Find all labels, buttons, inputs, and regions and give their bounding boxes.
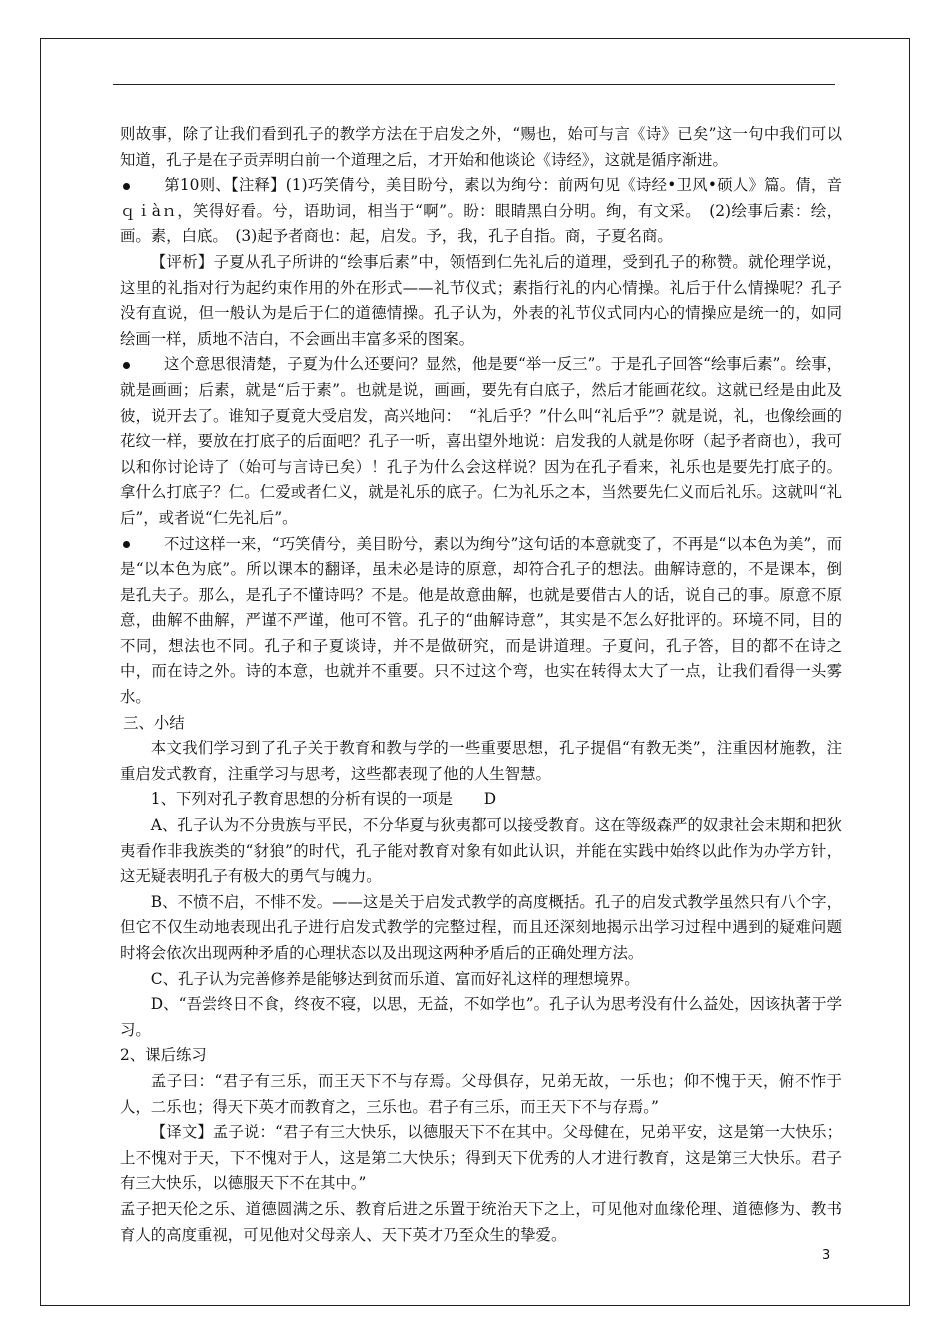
paragraph-text: 【译文】孟子说：“君子有三大快乐，以德服天下不在其中。父母健在，兄弟平安，这是第一大快乐；上不愧对于天，下不愧对于人，这是第二大快乐；得到天下优秀的人才进行教育，这是第三大快乐。君子有三大快乐，以德服天下不在其中。” <box>120 1123 842 1193</box>
paragraph <box>120 967 842 993</box>
paragraph <box>120 787 842 813</box>
paragraph <box>120 1197 842 1248</box>
paragraph-text: A、孔子认为不分贵族与平民，不分华夏与狄夷都可以接受教育。这在等级森严的奴隶社会末期和把狄夷看作非我族类的“豺狼”的时代，孔子能对教育对象有如此认识，并能在实践中始终以此作为办学方针，这无疑表明孔子有极大的勇气与魄力。 <box>120 816 842 886</box>
header-rule <box>113 84 835 85</box>
paragraph <box>120 352 842 531</box>
paragraph <box>120 813 842 890</box>
paragraph-text: 三、小结 <box>123 713 185 732</box>
paragraph-text: 第10则、【注释】(1)巧笑倩兮，美目盼兮，素以为绚兮：前两句见《诗经•卫风•硕人》篇。倩，音 ｑｉàｎ，笑得好看。兮，语助词，相当于“啊”。盼：眼睛黑白分明。绚，有文采。 (2)绘事后素：绘，画。素，白底。 (3)起予者商也：起，启发。予，我，孔子自指。商，子夏名商。 <box>120 176 858 246</box>
paragraph-text: 【评析】子夏从孔子所讲的“绘事后素”中，领悟到仁先礼后的道理，受到孔子的称赞。就伦理学说，这里的礼指对行为起约束作用的外在形式——礼节仪式；素指行礼的内心情操。礼后于什么情操呢？孔子没有直说，但一般认为是后于仁的道德情操。孔子认为，外表的礼节仪式同内心的情操应是统一的，如同绘画一样，质地不洁白，不会画出丰富多采的图案。 <box>120 252 842 348</box>
bullet-icon <box>120 173 164 199</box>
paragraph <box>120 1120 842 1197</box>
bullet-icon <box>120 352 164 378</box>
paragraph-text: 孟子把天伦之乐、道德圆满之乐、教育后进之乐置于统治天下之上，可见他对血缘伦理、道德修为、教书育人的高度重视，可见他对父母亲人、天下英才乃至众生的挚爱。 <box>120 1199 842 1244</box>
paragraph-text: 这个意思很清楚，子夏为什么还要问？显然，他是要“举一反三”。于是孔子回答“绘事后素”。绘事，就是画画；后素，就是“后于素”。也就是说，画画，要先有白底子，然后才能画花纹。这就已经是由此及彼，说开去了。谁知子夏竟大受启发，高兴地问： “礼后乎？”什么叫“礼后乎”？就是说，礼，也像绘画的花纹一样，要放在打底子的后面吧？孔子一听，喜出望外地说：启发我的人就是你呀（起予者商也），我可以和你讨论诗了（始可与言诗已矣）！孔子为什么会这样说？因为在孔子看来，礼乐也是要先打底子的。拿什么打底子？仁。仁爱或者仁义，就是礼乐的底子。仁为礼乐之本，当然要先仁义而后礼乐。这就叫“礼后”，或者说“仁先礼后”。 <box>120 355 842 527</box>
paragraph-text: 1、下列对孔子教育思想的分析有误的一项是 D <box>150 790 497 809</box>
paragraph-text: 本文我们学习到了孔子关于教育和教与学的一些重要思想，孔子提倡“有教无类”，注重因材施教，注重启发式教育，注重学习与思考，这些都表现了他的人生智慧。 <box>120 739 842 783</box>
paragraph <box>120 736 842 787</box>
bullet-icon <box>120 532 164 558</box>
paragraph <box>120 1043 842 1069</box>
paragraph-text: B、不愤不启，不悱不发。——这是关于启发式教学的高度概括。孔子的启发式教学虽然只有八个字，但它不仅生动地表现出孔子进行启发式教学的完整过程，而且还深刻地揭示出学习过程中遇到的疑难问题时将会依次出现两种矛盾的心理状态以及出现这两种矛盾后的正确处理方法。 <box>120 892 842 962</box>
paragraph <box>120 173 858 250</box>
paragraph-text: D、“吾尝终日不食，终夜不寝，以思，无益，不如学也”。孔子认为思考没有什么益处，因该执著于学习。 <box>120 995 842 1039</box>
paragraph-text: 孟子曰：“君子有三乐，而王天下不与存焉。父母俱存，兄弟无故，一乐也；仰不愧于天，俯不怍于人，二乐也；得天下英才而教育之，三乐也。君子有三乐，而王天下不与存焉。” <box>120 1071 842 1116</box>
paragraph <box>120 532 842 711</box>
page-number: 3 <box>822 1248 831 1263</box>
paragraph-text: C、孔子认为完善修养是能够达到贫而乐道、富而好礼这样的理想境界。 <box>150 969 640 988</box>
paragraph-text: 不过这样一来，“巧笑倩兮，美目盼兮，素以为绚兮”这句话的本意就变了，不再是“以本色为美”，而是“以本色为底”。所以课本的翻译，虽未必是诗的原意，却符合孔子的想法。曲解诗意的，不是课本，倒是孔夫子。那么，是孔子不懂诗吗？不是。他是故意曲解，也就是要借古人的话，说自己的事。原意不原意，曲解不曲解，严谨不严谨，他可不管。孔子的“曲解诗意”，其实是不怎么好批评的。环境不同，目的不同，想法也不同。孔子和子夏谈诗，并不是做研究，而是讲道理。子夏问，孔子答，目的都不在诗之中，而在诗之外。诗的本意，也就并不重要。只不过这个弯，也实在转得太大了一点，让我们看得一头雾水。 <box>120 534 842 707</box>
paragraph-text: 则故事，除了让我们看到孔子的教学方法在于启发之外，“赐也，始可与言《诗》已矣”这一句中我们可以知道，孔子是在子贡弄明白前一个道理之后，才开始和他谈论《诗经》，这就是循序渐进。 <box>120 125 842 169</box>
paragraph <box>120 1069 842 1120</box>
paragraph-text: 2、课后练习 <box>120 1046 207 1065</box>
paragraph <box>120 250 842 352</box>
paragraph <box>120 122 842 173</box>
paragraph <box>120 890 842 967</box>
section-heading <box>120 711 842 737</box>
paragraph <box>120 992 842 1043</box>
document-body <box>120 122 858 1248</box>
